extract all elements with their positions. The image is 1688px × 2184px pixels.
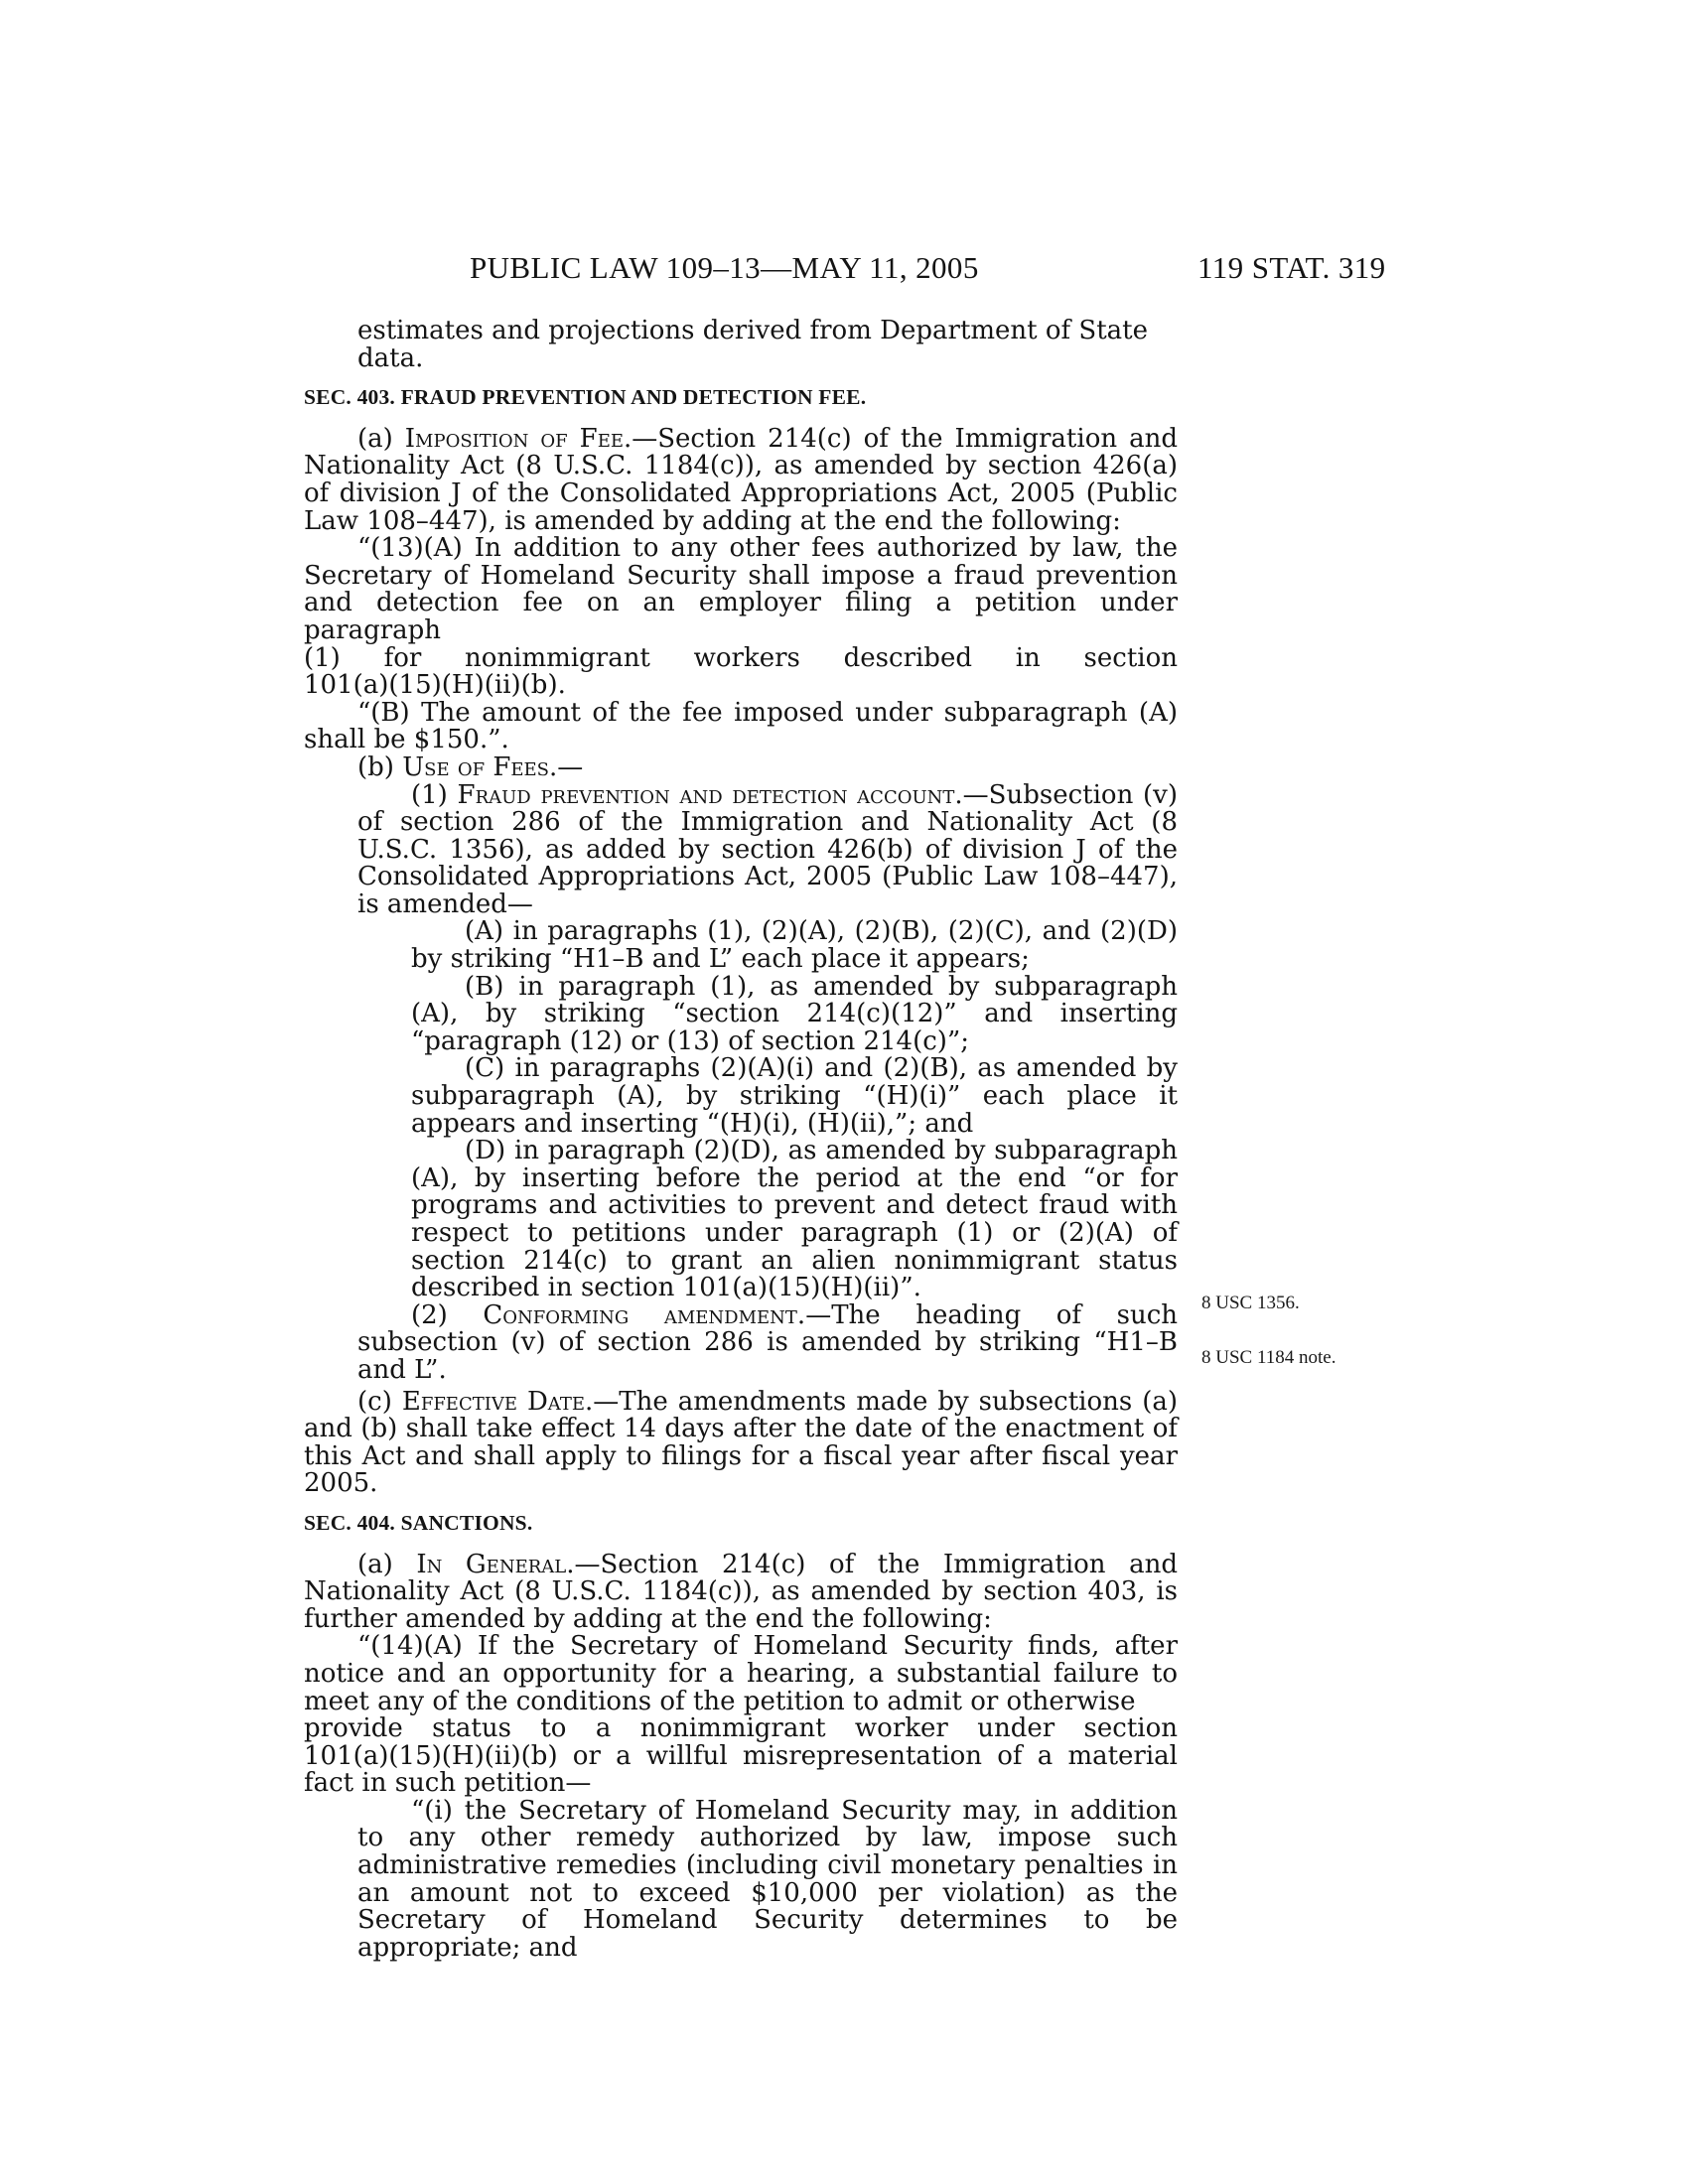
subsection-a-in-general: (a) In General.—Section 214(c) of the Immigration and Nationality Act (8 U.S.C. 1184(c)), as amended by section 403, is further amended by adding at the end the following:	[304, 1549, 1178, 1634]
paragraph-continuation: estimates and projections derived from Department of State data.	[357, 316, 1149, 373]
subsection-heading: Imposition of Fee.	[404, 423, 633, 454]
subsection-heading: In General.	[416, 1549, 575, 1579]
subsection-a-imposition: (a) Imposition of Fee.—Section 214(c) of the Immigration and Nationality Act (8 U.S.C. 1184(c)), as amended by section 426(a) of division J of the Consolidated Appropriations Act, 2005 (Public Law 108–447), is amended by adding at the end the following:	[304, 423, 1178, 536]
paragraph-b2: (2) Conforming amendment.—The heading of such subsection (v) of section 286 is amended by striking “H1–B and L”.	[357, 1299, 1179, 1385]
quoted-paragraph-13a: “(13)(A) In addition to any other fees authorized by law, the Secretary of Homeland Security shall impose a fraud prevention and detection fee on an employer filing a petition under paragraph	[304, 533, 1178, 645]
margin-citation-1184-note: 8 USC 1184 note.	[1201, 1347, 1336, 1368]
subsection-heading: Effective Date.	[401, 1386, 594, 1417]
quoted-paragraph-13a-line: (1) for nonimmigrant workers described in section	[304, 642, 1178, 673]
statute-page-number: 119 STAT. 319	[1197, 250, 1386, 285]
subparagraph-b1D: (D) in paragraph (2)(D), as amended by subparagraph (A), by inserting before the period at the end “or for programs and activities to prevent and detect fraud with respect to petitions under paragraph (1) or (2)(A) of section 214(c) to grant an alien nonimmigrant status described in section 101(a)(15)(H)(ii)”.	[411, 1136, 1178, 1303]
paragraph-heading: Conforming amendment.	[483, 1299, 806, 1330]
quoted-paragraph-14a-line: provide status to a nonimmigrant worker under section	[304, 1713, 1178, 1744]
section-heading-404: SEC. 404. SANCTIONS.	[304, 1510, 533, 1535]
subparagraph-b1A: (A) in paragraphs (1), (2)(A), (2)(B), (2)(C), and (2)(D) by striking “H1–B and L” each place it appears;	[411, 916, 1178, 975]
quoted-paragraph-14a-end: 101(a)(15)(H)(ii)(b) or a willful misrepresentation of a material fact in such petition—	[304, 1740, 1178, 1799]
subsection-c-effective-date: (c) Effective Date.—The amendments made by subsections (a) and (b) shall take effect 14 days after the date of the enactment of this Act and shall apply to filings for a fiscal year after fiscal year 2005.	[304, 1386, 1178, 1499]
subparagraph-b1B: (B) in paragraph (1), as amended by subparagraph (A), by striking “section 214(c)(12)” and inserting “paragraph (12) or (13) of section 214(c)”;	[411, 971, 1178, 1056]
paragraph-heading: Fraud prevention and detection account.	[457, 779, 963, 810]
running-head: PUBLIC LAW 109–13—MAY 11, 2005	[470, 250, 979, 285]
quoted-clause-14i: “(i) the Secretary of Homeland Security may, in addition to any other remedy authorized by law, impose such administrative remedies (including civil monetary penalties in an amount not to exceed $10,000 per violation) as the Secretary of Homeland Security determines to be appropriate; and	[357, 1795, 1178, 1963]
margin-citation-1356: 8 USC 1356.	[1201, 1293, 1300, 1313]
quoted-paragraph-14a: “(14)(A) If the Secretary of Homeland Security finds, after notice and an opportunity for a hearing, a substantial failure to meet any of the conditions of the petition to admit or otherwise	[304, 1631, 1178, 1716]
section-heading-403: SEC. 403. FRAUD PREVENTION AND DETECTION FEE.	[304, 385, 867, 410]
subparagraph-b1C: (C) in paragraphs (2)(A)(i) and (2)(B), as amended by subparagraph (A), by striking “(H)(i)” each place it appears and inserting “(H)(i), (H)(ii),”; and	[411, 1053, 1178, 1139]
subsection-b-use-of-fees: (b) Use of Fees.—	[357, 751, 584, 782]
quoted-paragraph-13a-end: 101(a)(15)(H)(ii)(b).	[304, 670, 566, 701]
page-header	[0, 250, 1688, 294]
document-body	[304, 318, 1178, 1962]
paragraph-b1: (1) Fraud prevention and detection account.—Subsection (v) of section 286 of the Immigration and Nationality Act (8 U.S.C. 1356), as added by section 426(b) of division J of the Consolidated Appropriations Act, 2005 (Public Law 108–447), is amended—	[357, 779, 1179, 919]
quoted-paragraph-13b: “(B) The amount of the fee imposed under subparagraph (A) shall be $150.”.	[304, 697, 1178, 755]
subsection-heading: Use of Fees.	[402, 751, 558, 782]
